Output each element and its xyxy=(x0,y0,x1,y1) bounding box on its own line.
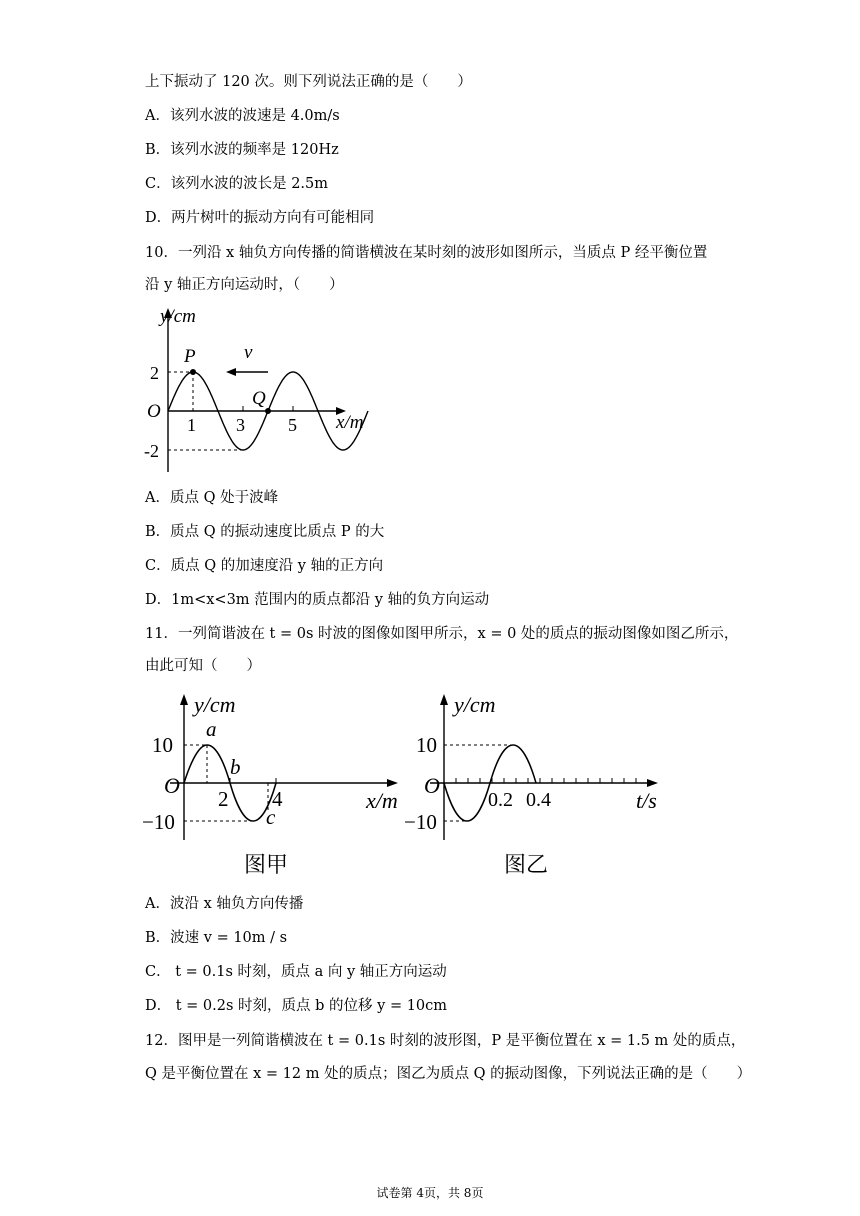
q11-option-c: C． t = 0.1s 时刻，质点 a 向 y 轴正方向运动 xyxy=(145,964,447,980)
q11a-x-axis-label: x/m xyxy=(366,788,398,813)
q12-stem-line1: 12．图甲是一列简谐横波在 t = 0.1s 时刻的波形图，P 是平衡位置在 x = 1.5 m 处的质点， xyxy=(145,1033,746,1049)
q10-wave-segment xyxy=(318,420,340,450)
q11b-x-axis-label: t/s xyxy=(636,788,657,813)
q11a-caption: 图甲 xyxy=(244,852,289,877)
q10-option-c: C．质点 Q 的加速度沿 y 轴的正方向 xyxy=(145,558,384,574)
q11-option-d: D． t = 0.2s 时刻，质点 b 的位移 y = 10cm xyxy=(145,998,448,1014)
q11a-x-tick-4: 4 xyxy=(272,787,283,811)
q10-x-axis-label: x/m xyxy=(336,412,364,433)
q10-stem-line2: 沿 y 轴正方向运动时，（ ） xyxy=(145,277,344,293)
q10-velocity-label: v xyxy=(244,342,253,363)
q10-y-tick-neg: -2 xyxy=(144,441,159,461)
q11a-point-c-label: c xyxy=(266,805,276,829)
q11a-point-a-label: a xyxy=(206,717,217,741)
q10-stem-line1: 10．一列沿 x 轴负方向传播的简谐横波在某时刻的波形如图所示，当质点 P 经平衡位置 xyxy=(145,245,708,261)
page-footer: 试卷第 4页，共 8页 xyxy=(376,1186,484,1200)
q11a-x-axis-arrow xyxy=(387,779,398,787)
q11-option-b: B．波速 v = 10m / s xyxy=(145,930,288,946)
q10-x-tick-1: 1 xyxy=(187,415,196,435)
q11a-y-tick-neg: −10 xyxy=(142,810,175,834)
q10-y-axis-label: y/cm xyxy=(160,306,196,327)
q11b-y-axis-label: y/cm xyxy=(454,692,496,717)
q11a-origin-label: O xyxy=(164,773,180,798)
q11b-y-tick-pos: 10 xyxy=(416,733,437,757)
q11b-x-tick-04: 0.4 xyxy=(526,789,551,811)
q11b-origin-label: O xyxy=(424,773,440,798)
q12-stem-line2: Q 是平衡位置在 x = 12 m 处的质点；图乙为质点 Q 的振动图像，下列说法正确的是（ ） xyxy=(145,1066,752,1082)
q10-y-tick-pos: 2 xyxy=(150,363,159,383)
q9-option-d: D．两片树叶的振动方向有可能相同 xyxy=(145,210,375,226)
q11-stem-line2: 由此可知（ ） xyxy=(145,658,261,674)
q11a-y-axis-label: y/cm xyxy=(194,692,236,717)
q9-option-c: C．该列水波的波长是 2.5m xyxy=(145,176,329,192)
q10-origin-label: O xyxy=(147,401,161,422)
q11a-point-b-label: b xyxy=(230,755,241,779)
q10-x-tick-5: 5 xyxy=(288,415,297,435)
q11-option-a: A．波沿 x 轴负方向传播 xyxy=(145,896,304,912)
q10-option-d: D．1m<x<3m 范围内的质点都沿 y 轴的负方向运动 xyxy=(145,592,490,608)
q10-wave-full xyxy=(268,411,340,450)
q11b-x-axis-arrow xyxy=(647,779,658,787)
q9-option-b: B．该列水波的频率是 120Hz xyxy=(145,142,339,158)
q10-x-tick-3: 3 xyxy=(236,415,245,435)
q10-point-q-label: Q xyxy=(252,388,266,409)
q10-point-p-label: P xyxy=(184,346,196,367)
q10-wave-overlay xyxy=(140,300,380,480)
q9-stem-tail: 上下振动了 120 次。则下列说法正确的是（ ） xyxy=(145,74,472,90)
q11a-y-tick-pos: 10 xyxy=(152,733,173,757)
q11-stem-line1: 11．一列简谐波在 t = 0s 时波的图像如图甲所示，x = 0 处的质点的振动图像如图乙所示， xyxy=(145,626,739,642)
q11-figure-a xyxy=(140,690,420,880)
q9-option-a: A．该列水波的波速是 4.0m/s xyxy=(145,108,340,124)
q11b-minor-ticks xyxy=(456,778,636,783)
q11a-x-tick-2: 2 xyxy=(218,787,229,811)
q10-option-b: B．质点 Q 的振动速度比质点 P 的大 xyxy=(145,524,385,540)
q11b-caption: 图乙 xyxy=(504,852,549,877)
q11-figure-b xyxy=(400,690,680,880)
q10-option-a: A．质点 Q 处于波峰 xyxy=(145,490,279,506)
q11b-x-tick-02: 0.2 xyxy=(488,789,513,811)
q11b-y-tick-neg: −10 xyxy=(404,810,437,834)
q11a-y-axis-arrow xyxy=(180,694,188,705)
q11b-y-axis-arrow xyxy=(440,694,448,705)
